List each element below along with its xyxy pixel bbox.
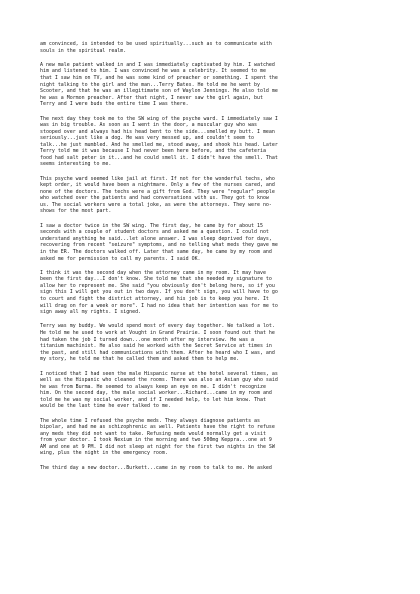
paragraph: [40, 116, 385, 168]
text-line: I think it was the second day when the attorney came in my room. It may have: [40, 269, 266, 276]
text-line: A new male patient walked in and I was immediately captivated by him. I watched: [40, 61, 275, 68]
text-line: This psyche ward seemed like jail at first. If not for the wonderful techs, who: [40, 175, 275, 182]
text-line: wing, plus the night in the emergency room.: [40, 450, 168, 457]
text-line: bipolar, and had me as schizophrenic as well. Patients have the right to refuse: [40, 424, 275, 431]
paragraph: [40, 270, 385, 316]
text-line: am convinced, is intended to be used spiritually...such as to communicate with: [40, 41, 272, 47]
text-line: my story, he told me that he called them and asked them to help me.: [40, 356, 240, 363]
paragraph: [40, 418, 385, 457]
text-line: who watched over the patients and had conversations with us. They got to know: [40, 195, 269, 202]
text-line: seconds with a couple of student doctors and asked me a question. I could not: [40, 229, 269, 236]
text-line: Terry and I were buds the entire time I was there.: [40, 101, 189, 108]
text-line: had taken the job I turned down...one month after my interview. He was a: [40, 336, 255, 343]
paragraph: [40, 371, 385, 410]
paragraph: [40, 223, 385, 262]
text-line: allow her to represent me. She said "you obviously don't belong here, so if you: [40, 282, 275, 289]
text-line: seriously...just like a dog. He was very messed up, and couldn't seem to: [40, 135, 255, 142]
text-line: I noticed that I had seen the male Hispanic nurse at the hotel several times, as: [40, 370, 278, 377]
text-line: sign this I will get you out in two days. If you don't sign, you will have to go: [40, 289, 278, 296]
text-line: him and listened to him. I was convinced he was a celebrity. It seemed to me: [40, 68, 266, 75]
text-line: Terry was my buddy. We would spend most of every day together. We talked a lot.: [40, 323, 275, 330]
text-line: The third day a new doctor...Burkett...came in my room to talk to me. He asked: [40, 464, 272, 471]
text-line: that I saw him on TV, and he was some kind of preacher or something. I spent the: [40, 74, 278, 81]
text-line: shows for the most part.: [40, 208, 112, 215]
text-line: night talking to the girl and the man...Terry Bates. He told me he went by: [40, 81, 260, 88]
text-line: recovering from recent "seizure" symptoms, and no telling what meds they gave me: [40, 242, 278, 249]
text-line: he was from Burma. He seemed to always keep an eye on me. I didn't recognize: [40, 383, 266, 390]
text-line: sign away all my rights. I signed.: [40, 309, 142, 316]
text-line: will drag on for a week or more". I had no idea that her intention was for me to: [40, 302, 278, 309]
text-line: in the ER. The doctors walked off. Later that same day, he came by my room and: [40, 248, 272, 255]
text-line: understand anything he said...let alone answer. I was sleep deprived for days,: [40, 235, 272, 242]
text-line: well as the Hispanic who cleaned the rooms. There was also an Asian guy who said: [40, 377, 278, 384]
text-line: us. The social workers were a total joke, as were the attorneys. They were no-: [40, 201, 272, 208]
paragraph: [40, 176, 385, 215]
text-line: would be the last time he ever talked to me.: [40, 403, 171, 410]
text-line: talk...he just mumbled. And he smelled me, stood away, and shook his head. Later: [40, 141, 278, 148]
text-line: to court and fight the district attorney, and his job is to keep you here. It: [40, 296, 269, 303]
text-line: seems interesting to me.: [40, 161, 112, 168]
text-line: he was a Mormon preacher. After that night, I never saw the girl again, but: [40, 94, 263, 101]
text-line: Scooter, and that he was an illegitimate son of Waylon Jennings. He also told me: [40, 88, 278, 95]
text-line: stooped over and always had his head bent to the side...smelled my butt. I mean: [40, 128, 275, 135]
text-line: He told me he used to work at Vought in Grand Prairie. I soon found out that he: [40, 330, 275, 337]
paragraph: [40, 41, 385, 54]
text-line: titanium machinist. He also said he worked with the Secret Service at times in: [40, 343, 272, 350]
text-line: was in big trouble. As soon as I went in the door, a muscular guy who was: [40, 122, 258, 129]
text-line: AM and one at 9 PM. I did not sleep at night for the first two nights in the SW: [40, 443, 275, 450]
document-body: [40, 41, 385, 479]
text-line: any meds they did not want to take. Refusing meds would normally get a visit: [40, 430, 266, 437]
text-line: been the first day...I don't know. She told me that she needed my signature to: [40, 276, 272, 283]
text-line: told me he was my social worker, and if I needed help, to let him know. That: [40, 396, 266, 403]
text-line: asked me for permission to call my parents. I said OK.: [40, 255, 201, 262]
paragraph: [40, 62, 385, 108]
paragraph: [40, 465, 385, 472]
text-line: him. On the second day, the male social worker...Richard...came in my room and: [40, 390, 272, 397]
paragraph: [40, 323, 385, 362]
text-line: none of the doctors. The techs were a gift from God. They were "regular" people: [40, 188, 275, 195]
text-line: souls in the spiritual realm.: [40, 47, 127, 54]
text-line: I saw a doctor twice in the SW wing. The first day, he came by for about 15: [40, 222, 263, 229]
text-line: Terry told me it was because I had never been here before, and the cafeteria: [40, 148, 266, 155]
text-line: The whole time I refused the psyche meds. They always diagnose patients as: [40, 417, 260, 424]
text-line: food had salt peter in it...and he could smell it. I didn't have the smell. That: [40, 154, 278, 161]
text-line: the past, and still had communications with them. After he heard who I was, and: [40, 349, 275, 356]
text-line: from your doctor. I took Nexium in the morning and two 500mg Keppra...one at 9: [40, 437, 272, 444]
text-line: kept order, it would have been a nightmare. Only a few of the nurses cared, and: [40, 182, 275, 189]
text-line: The next day they took me to the SW wing of the psyche ward. I immediately saw I: [40, 115, 278, 122]
